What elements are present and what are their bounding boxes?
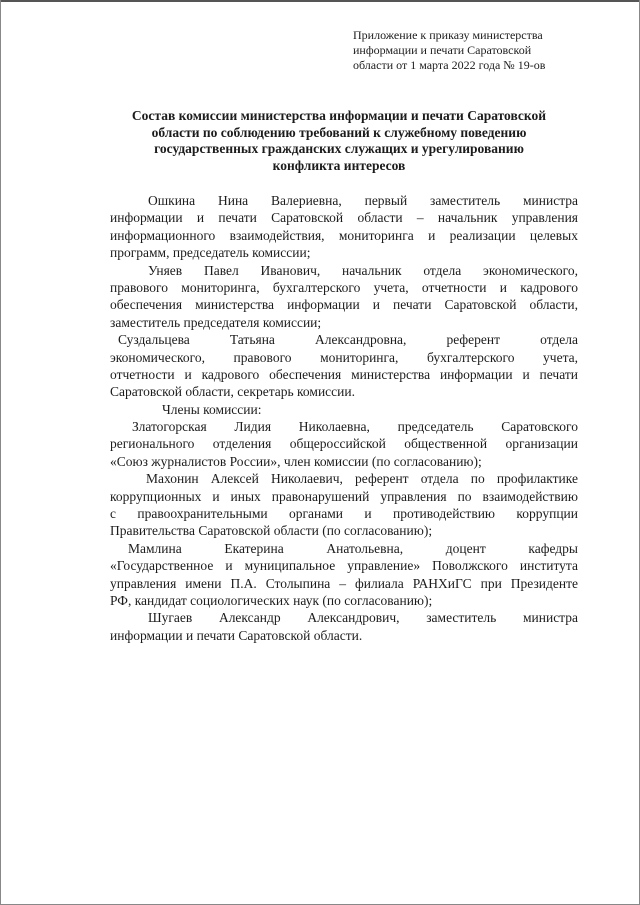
deputy-chairman-entry-line: заместитель председателя комиссии;	[110, 314, 322, 330]
member-entry-line: Махонин Алексей Николаевич, референт отдела по профилактике	[146, 471, 578, 487]
member-entry-line: Шугаев Александр Александрович, заместитель министра	[148, 610, 578, 626]
scan-border-top	[0, 0, 640, 2]
member-entry-line: РФ, кандидат социологических наук (по согласованию);	[110, 592, 433, 608]
appendix-note-line: информации и печати Саратовской	[353, 43, 532, 57]
member-entry-line: управления имени П.А. Столыпина – филиала РАНХиГС при Президенте	[110, 575, 578, 591]
member-entry-line: «Государственное и муниципальное управление» Поволжского института	[110, 558, 578, 574]
deputy-chairman-entry-line: обеспечения министерства информации и печати Саратовской области,	[110, 297, 578, 313]
chairman-entry-line: информации и печати Саратовской области – начальник управления	[110, 210, 578, 226]
title-line: конфликта интересов	[272, 157, 406, 173]
deputy-chairman-entry-line: правового мониторинга, бухгалтерского учета, отчетности и кадрового	[110, 279, 578, 295]
chairman-entry-line: программ, председатель комиссии;	[110, 245, 311, 261]
member-entry-line: Мамлина Екатерина Анатольевна, доцент кафедры	[128, 540, 578, 556]
document-title	[100, 108, 578, 174]
title-line: государственных гражданских служащих и урегулированию	[154, 141, 524, 156]
commission-members-list	[110, 192, 578, 644]
appendix-note-line: области от 1 марта 2022 года № 19-ов	[353, 58, 546, 72]
secretary-entry-line: экономического, правового мониторинга, бухгалтерского учета,	[110, 349, 578, 365]
member-entry-line: информации и печати Саратовской области.	[110, 627, 363, 643]
deputy-chairman-entry-line: Уняев Павел Иванович, начальник отдела экономического,	[148, 262, 578, 278]
title-line: Состав комиссии министерства информации и печати Саратовской	[131, 108, 547, 123]
appendix-note	[353, 28, 603, 73]
member-entry-line: «Союз журналистов России», член комиссии (по согласованию);	[110, 453, 482, 469]
title-line: области по соблюдению требований к служебному поведению	[151, 124, 527, 140]
scan-border-left	[0, 0, 1, 905]
member-entry-line: с правоохранительными органами и противодействию коррупции	[110, 506, 578, 522]
secretary-entry-line: Суздальцева Татьяна Александровна, референт отдела	[118, 332, 578, 348]
members-heading: Члены комиссии:	[162, 401, 262, 417]
chairman-entry-line: информационного взаимодействия, мониторинга и реализации целевых	[110, 227, 578, 243]
member-entry-line: регионального отделения общероссийской общественной организации	[110, 436, 578, 452]
member-entry-line: Златогорская Лидия Николаевна, председатель Саратовского	[132, 419, 578, 435]
member-entry-line: коррупционных и иных правонарушений управления по взаимодействию	[110, 488, 578, 504]
chairman-entry-line: Ошкина Нина Валериевна, первый заместитель министра	[148, 193, 578, 208]
secretary-entry-line: отчетности и кадрового обеспечения министерства информации и печати	[110, 366, 578, 382]
appendix-note-line: Приложение к приказу министерства	[353, 28, 543, 42]
secretary-entry-line: Саратовской области, секретарь комиссии.	[110, 384, 355, 400]
member-entry-line: Правительства Саратовской области (по согласованию);	[110, 523, 433, 539]
